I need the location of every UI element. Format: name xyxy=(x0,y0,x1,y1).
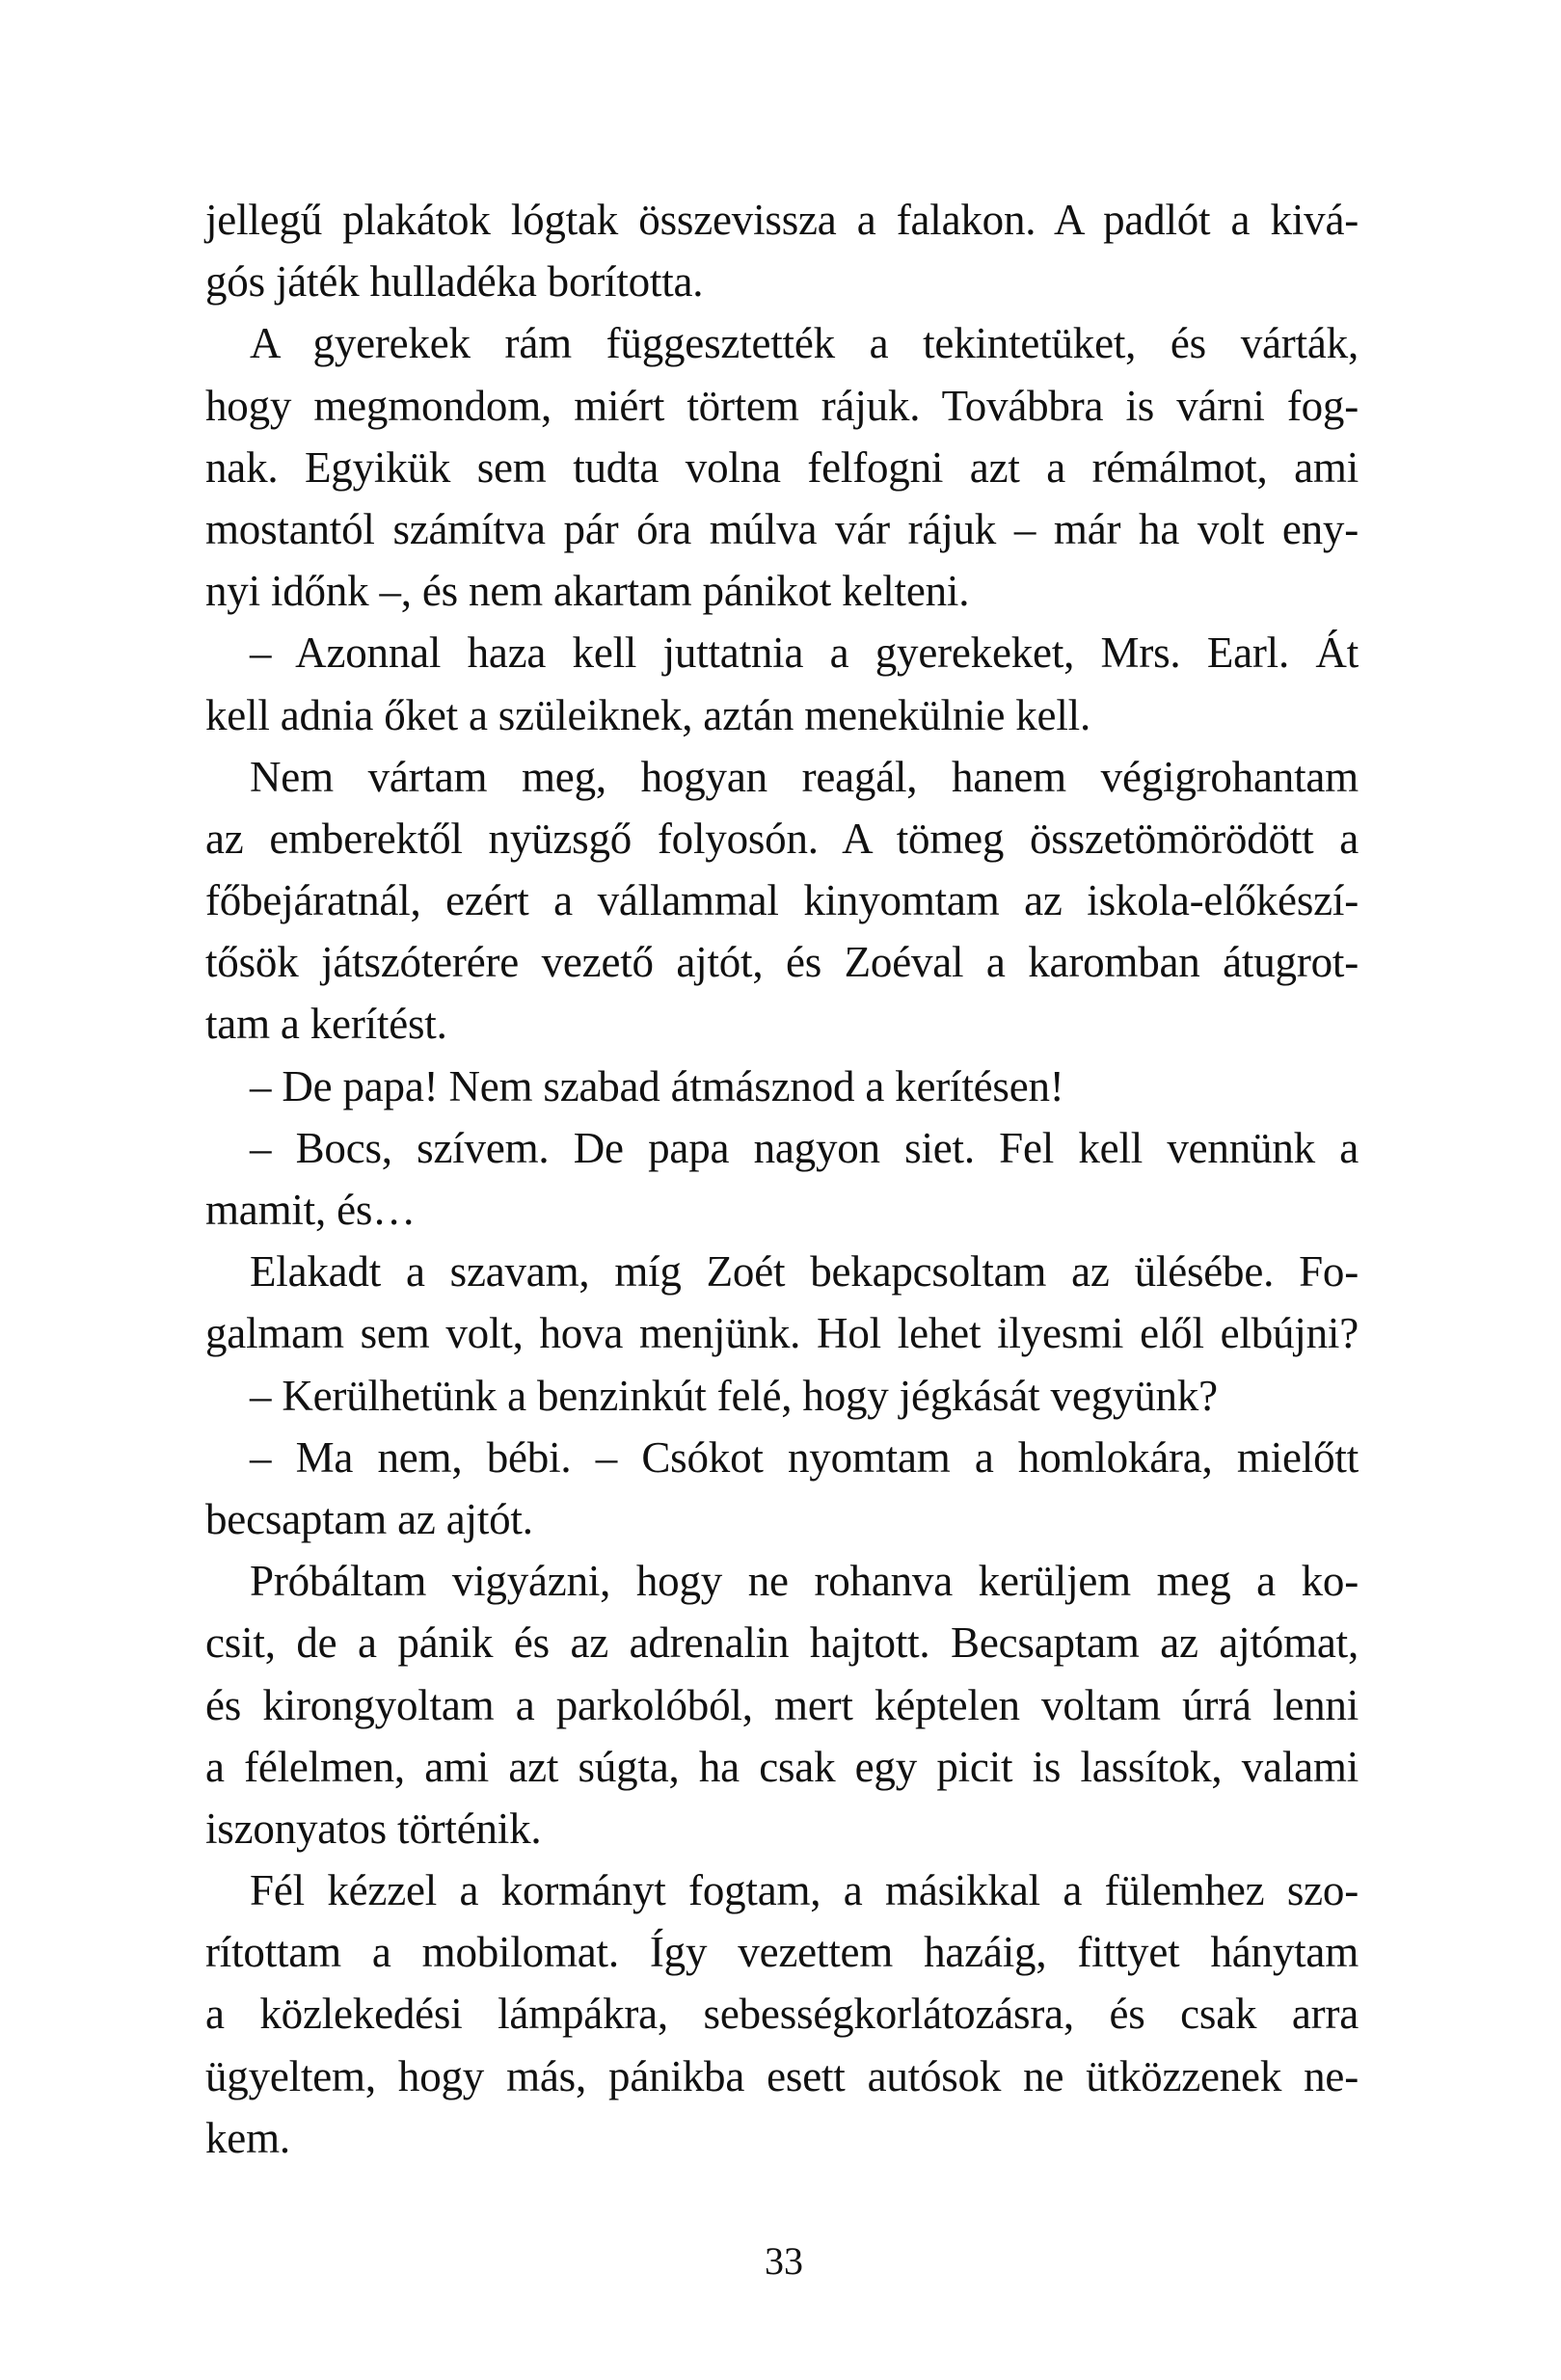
text-line: – Kerülhetünk a benzinkút felé, hogy jégkását vegyünk? xyxy=(250,1371,1218,1420)
text-line: kell adnia őket a szüleiknek, aztán menekülnie kell. xyxy=(205,690,1090,739)
text-line: és kirongyoltam a parkolóból, mert képtelen voltam úrrá lenni xyxy=(205,1680,1359,1729)
text-line: hogy megmondom, miért törtem rájuk. Továbbra is várni fog- xyxy=(205,381,1359,430)
text-line: az emberektől nyüzsgő folyosón. A tömeg összetömörödött a xyxy=(205,814,1359,863)
text-line: tam a kerítést. xyxy=(205,1000,447,1049)
text-line: becsaptam az ajtót. xyxy=(205,1494,533,1543)
text-line: Próbáltam vigyázni, hogy ne rohanva kerüljem meg a ko- xyxy=(250,1557,1359,1606)
text-line: mamit, és… xyxy=(205,1186,416,1234)
text-line: a közlekedési lámpákra, sebességkorlátozásra, és csak arra xyxy=(205,1990,1359,2039)
text-line: nyi időnk –, és nem akartam pánikot kelteni. xyxy=(205,567,970,616)
text-line: – Azonnal haza kell juttatnia a gyerekeket, Mrs. Earl. Át xyxy=(250,628,1359,678)
text-line: Elakadt a szavam, míg Zoét bekapcsoltam az ülésébe. Fo- xyxy=(250,1247,1359,1297)
page-number: 33 xyxy=(765,2239,803,2283)
text-line: – De papa! Nem szabad átmásznod a kerítésen! xyxy=(250,1061,1064,1110)
text-line: jellegű plakátok lógtak összevissza a falakon. A padlót a kivá- xyxy=(205,196,1359,244)
text-line: főbejáratnál, ezért a vállammal kinyomtam az iskola-előkészí- xyxy=(205,876,1359,925)
text-line: A gyerekek rám függesztették a tekintetüket, és várták, xyxy=(250,319,1359,368)
text-line: ügyeltem, hogy más, pánikba esett autósok ne ütközzenek ne- xyxy=(205,2051,1359,2100)
body-text xyxy=(205,189,1359,2169)
text-line: rítottam a mobilomat. Így vezettem hazáig, fittyet hánytam xyxy=(205,1928,1359,1977)
text-line: Fél kézzel a kormányt fogtam, a másikkal a fülemhez szo- xyxy=(250,1866,1359,1915)
text-line: kem. xyxy=(205,2113,290,2162)
text-line: Nem vártam meg, hogyan reagál, hanem végigrohantam xyxy=(250,752,1359,801)
text-line: galmam sem volt, hova menjünk. Hol lehet ilyesmi elől elbújni? xyxy=(205,1309,1359,1358)
text-line: mostantól számítva pár óra múlva vár rájuk – már ha volt eny- xyxy=(205,504,1359,553)
text-line: a félelmen, ami azt súgta, ha csak egy picit is lassítok, valami xyxy=(205,1742,1359,1791)
text-line: gós játék hulladéka borította. xyxy=(205,257,704,307)
text-line: nak. Egyikük sem tudta volna felfogni azt a rémálmot, ami xyxy=(205,442,1359,492)
text-line: iszonyatos történik. xyxy=(205,1804,542,1853)
text-line: csit, de a pánik és az adrenalin hajtott. Becsaptam az ajtómat, xyxy=(205,1618,1359,1668)
text-line: – Ma nem, bébi. – Csókot nyomtam a homlokára, mielőtt xyxy=(250,1432,1359,1482)
text-line: tősök játszóterére vezető ajtót, és Zoéval a karomban átugrot- xyxy=(205,938,1359,987)
text-line: – Bocs, szívem. De papa nagyon siet. Fel kell vennünk a xyxy=(250,1123,1359,1172)
